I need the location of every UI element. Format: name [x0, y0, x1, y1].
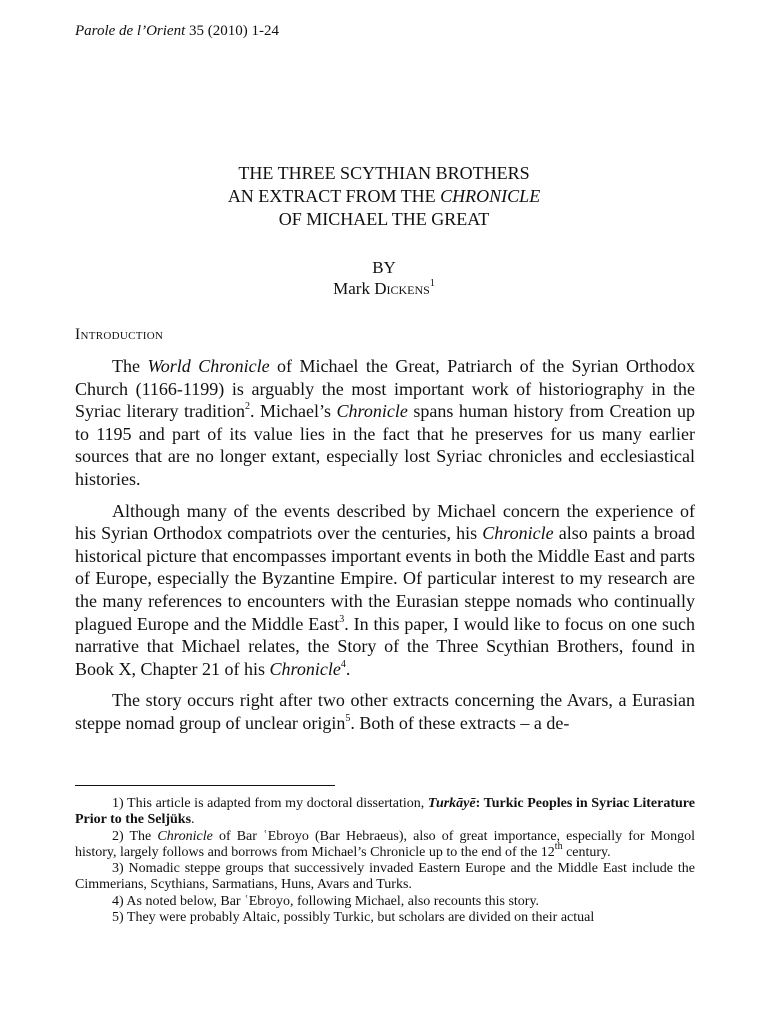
p2-text-c: also paints a broad historical picture that encompasses important events in both the Middle East and parts of Europe, especially the Byzantine Empire. Of particular interest to my research are the many references to encounters with the Eurasian steppe nomads who continually plagued Europe and the Middle East: [75, 523, 695, 634]
title-line-1: THE THREE SCYTHIAN BROTHERS: [238, 163, 530, 183]
fn2-ordinal-sup: th: [554, 841, 563, 853]
footnote-ref-1: 1: [429, 278, 435, 290]
footnote-divider: [75, 785, 335, 786]
byline-by: BY: [372, 258, 396, 277]
paragraph-3: [75, 689, 695, 734]
paragraph-1: [75, 355, 695, 491]
footnote-ref-3: 3: [339, 613, 345, 625]
p3-text-a: The story occurs right after two other extracts concerning the Avars, a Eurasian steppe nomad group of unclear origin: [75, 690, 695, 733]
footnote-ref-2: 2: [245, 401, 250, 413]
author-name: [0, 279, 768, 299]
footnote-ref-5: 5: [345, 712, 351, 724]
p1-text-f: spans human history from Creation up to 1195 and part of its value lies in the fact that he preserves for us many earlier sources that are no longer extant, especially lost Syriac chronicles and ecclesiastical histories.: [75, 401, 695, 489]
author-last-name: Dickens: [374, 279, 430, 298]
p1-text-a: The: [112, 356, 148, 376]
fn1-turkaye: Turkāyē: [427, 796, 476, 811]
footnote-ref-4: 4: [340, 658, 346, 670]
article-title: [0, 162, 768, 231]
p3-text-b: . Both of these extracts – a de-: [350, 712, 570, 733]
p2-text-f: .: [345, 658, 351, 679]
body-text: [75, 355, 695, 744]
journal-name: Parole de l’Orient: [75, 23, 186, 39]
fn2-text-c: of Bar ʿEbroyo (Bar Hebraeus), also of great importance, especially for Mongol history, largely follows and borrows from Michael’s Chronicle up to the end of the 12: [75, 828, 695, 860]
paragraph-2: [75, 500, 695, 681]
footnote-5: 5) They were probably Altaic, possibly Turkic, but scholars are divided on their actual: [112, 910, 595, 926]
title-line-2-italic: CHRONICLE: [440, 186, 541, 206]
title-line-2: [0, 185, 768, 208]
footnotes: [75, 796, 695, 926]
p1-italic-world-chronicle: World Chronicle: [147, 356, 270, 376]
footnote-4: 4) As noted below, Bar ʿEbroyo, following Michael, also recounts this story.: [112, 893, 540, 909]
p2-italic-chronicle: Chronicle: [482, 523, 554, 544]
journal-citation: 35 (2010) 1-24: [185, 23, 280, 39]
p2-text-a: Although many of the events described by Michael concern the experience of his Syrian Orthodox compatriots over the centuries, his: [75, 500, 695, 544]
fn1-text-a: 1) This article is adapted from my doctoral dissertation,: [112, 796, 428, 811]
p2-italic-chronicle-2: Chronicle: [269, 658, 341, 679]
section-heading: Introduction: [75, 326, 164, 343]
p2-text-d: . In this paper, I would like to focus on one such narrative that Michael relates, the Story of the Three Scythian Brothers, found in Book X, Chapter 21 of his: [75, 613, 695, 679]
author-first-name: Mark: [333, 279, 375, 298]
fn1-text-d: .: [191, 812, 195, 828]
p1-text-d: . Michael’s: [250, 401, 337, 422]
footnote-3: 3) Nomadic steppe groups that successively invaded Eastern Europe and the Middle East include the Cimmerians, Scythians, Sarmatians, Huns, Avars and Turks.: [75, 861, 695, 893]
running-header: [75, 22, 279, 40]
title-line-2-prefix: AN EXTRACT FROM THE: [227, 186, 441, 206]
fn2-text-a: 2) The: [112, 828, 158, 844]
p1-italic-chronicle: Chronicle: [336, 401, 408, 422]
fn2-text-d: century.: [562, 844, 611, 860]
title-line-3: OF MICHAEL THE GREAT: [278, 209, 490, 229]
p1-text-c: of Michael the Great, Patriarch of the Syrian Orthodox Church (1166-1199) is arguably the most important work of historiography in the Syriac literary tradition: [75, 356, 696, 422]
footnote-1: [75, 796, 695, 829]
fn2-italic-chronicle: Chronicle: [157, 828, 213, 844]
footnote-2: [75, 829, 695, 862]
fn1-dissertation-title: : Turkic Peoples in Syriac Literature Prior to the Seljüks: [75, 796, 695, 828]
